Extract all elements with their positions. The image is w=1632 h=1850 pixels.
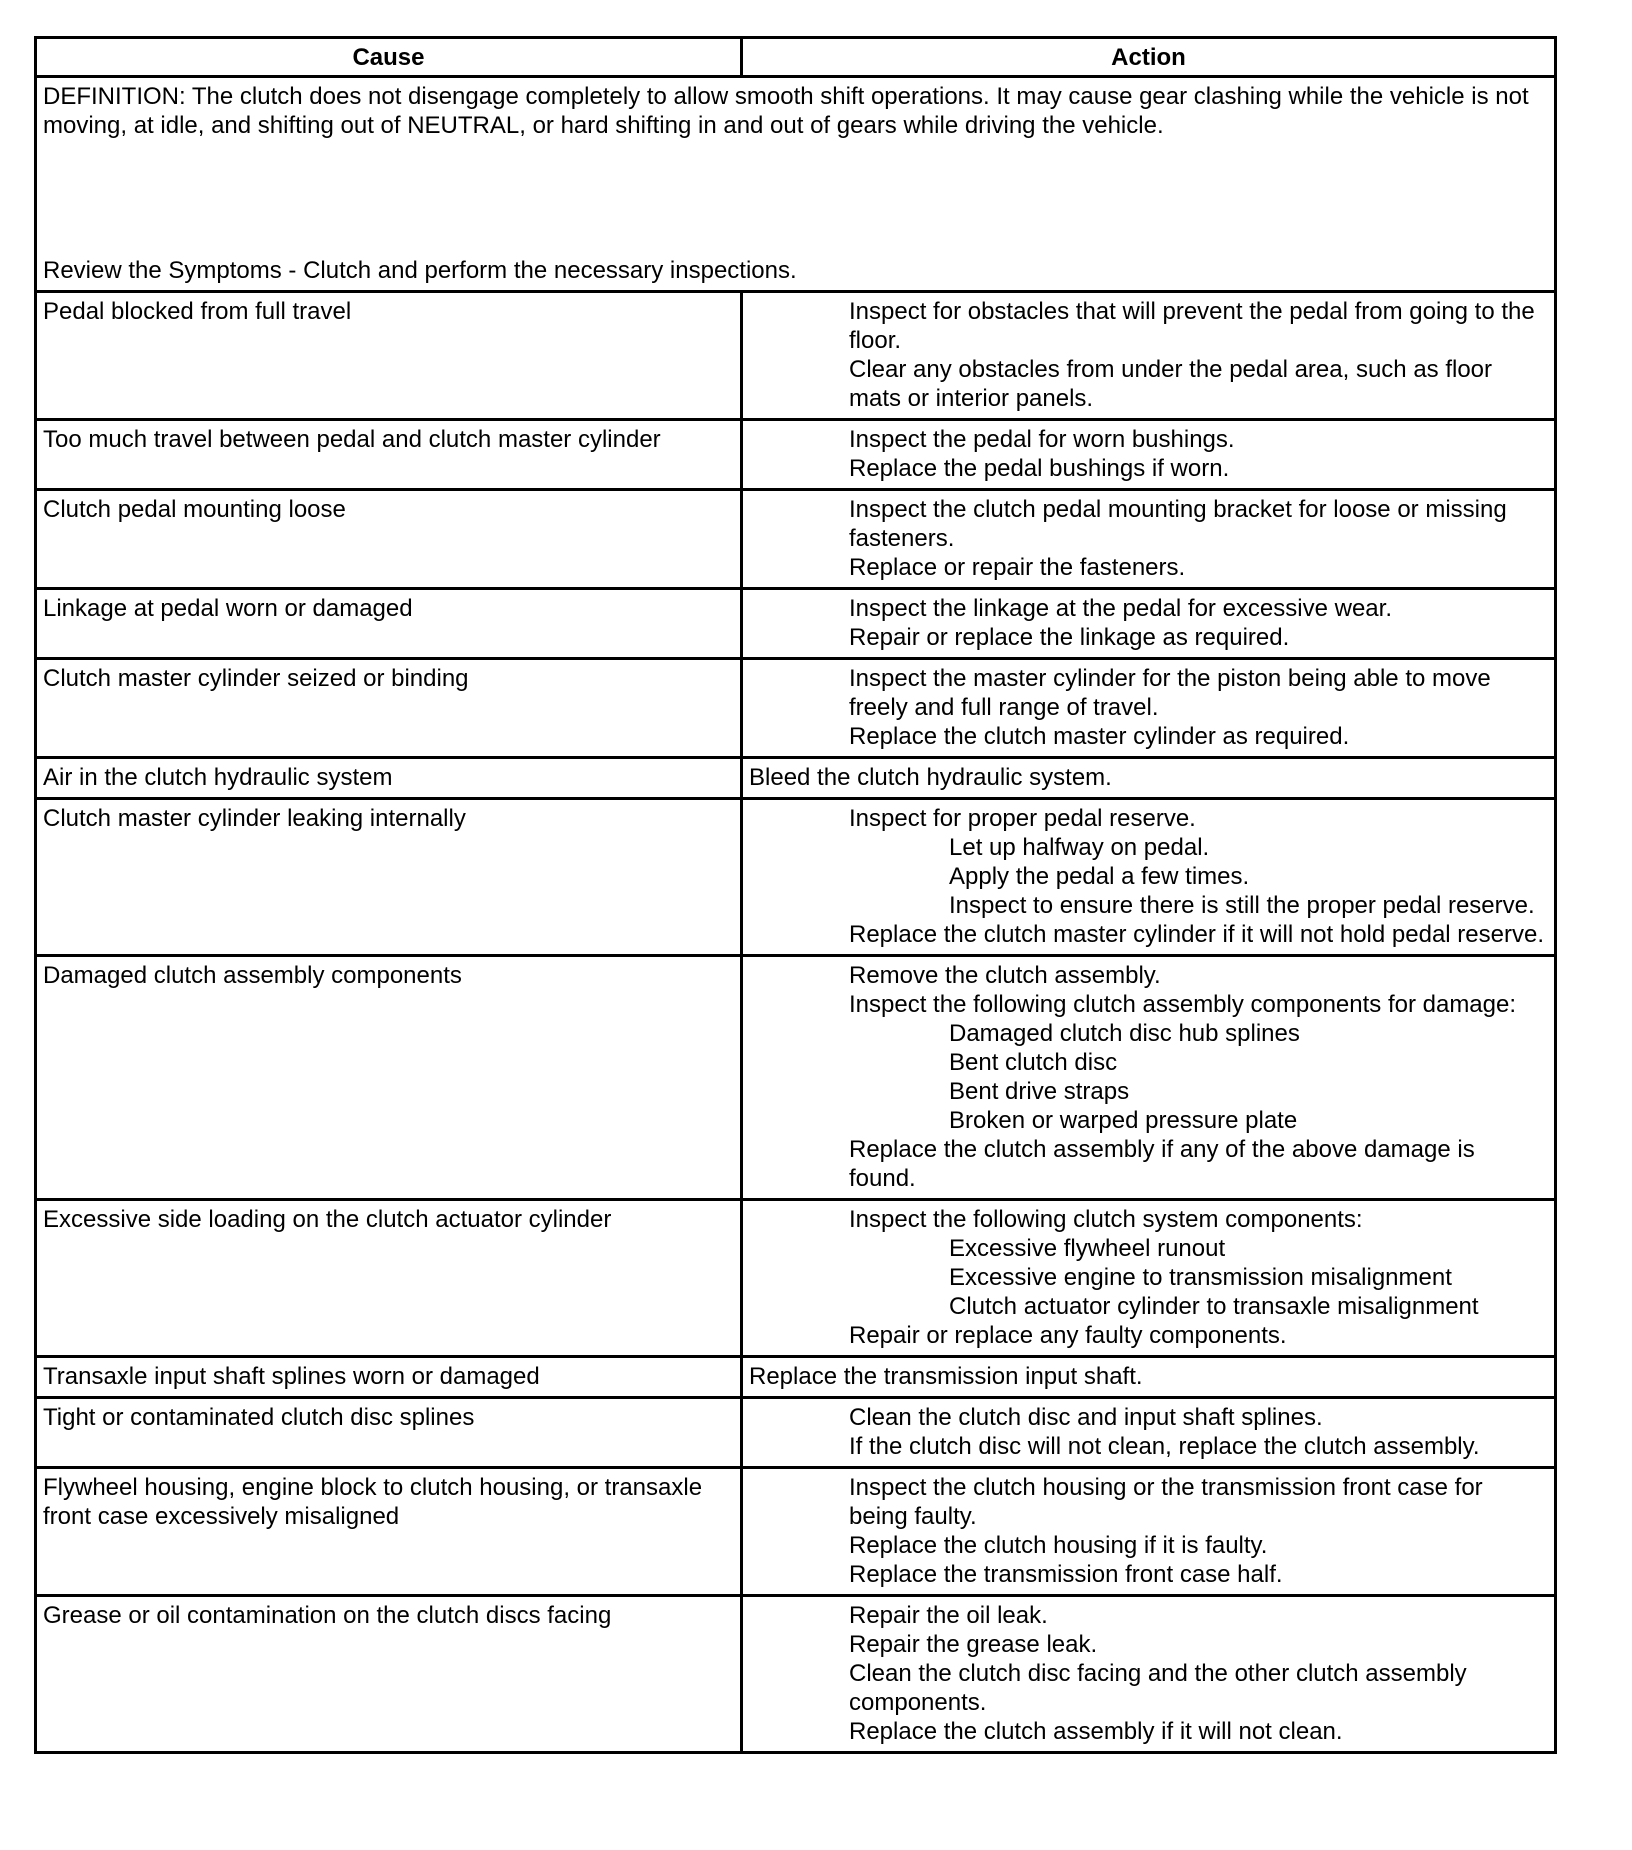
action-step: Inspect for obstacles that will prevent the pedal from going to the floor. [849,298,1535,354]
cause-cell: Pedal blocked from full travel [36,292,742,420]
action-step: Inspect the clutch pedal mounting bracket for loose or missing fasteners. [849,496,1507,552]
action-step: Replace the transmission input shaft. [749,1363,1143,1390]
action-step: Remove the clutch assembly. [849,962,1161,989]
action-substep: Apply the pedal a few times. [949,863,1250,890]
table-row [36,758,1556,799]
cause-cell: Tight or contaminated clutch disc splines [36,1398,742,1468]
cause-cell: Clutch master cylinder seized or binding [36,659,742,758]
action-cell [742,758,1556,799]
action-cell [742,956,1556,1200]
action-step: Clear any obstacles from under the pedal area, such as floor mats or interior panels. [849,356,1493,412]
action-substep: Bent clutch disc [949,1049,1118,1076]
action-step: Repair the grease leak. [849,1631,1098,1658]
definition-text: DEFINITION: The clutch does not disengage completely to allow smooth shift operations. It may cause gear clashing while the vehicle is not moving, at idle, and shifting out of NEUTRAL, or hard shifting in and out of gears while driving the vehicle. [43,83,1529,139]
cause-cell: Grease or oil contamination on the clutch discs facing [36,1596,742,1753]
action-cell [742,1200,1556,1357]
action-step: Repair the oil leak. [849,1602,1048,1629]
table-row [36,1357,1556,1398]
action-cell [742,490,1556,589]
action-substep: Let up halfway on pedal. [949,834,1210,861]
action-substep: Broken or warped pressure plate [949,1107,1298,1134]
action-step: Replace the clutch master cylinder if it will not hold pedal reserve. [849,921,1544,948]
cause-cell: Air in the clutch hydraulic system [36,758,742,799]
table-row [36,589,1556,659]
definition-spacer [43,140,1548,256]
action-cell [742,1357,1556,1398]
action-cell [742,292,1556,420]
action-step: Inspect the master cylinder for the piston being able to move freely and full range of travel. [849,665,1491,721]
action-step: Inspect for proper pedal reserve. [849,805,1196,832]
action-cell [742,589,1556,659]
action-step: Replace the clutch assembly if it will not clean. [849,1718,1343,1745]
table-row [36,1398,1556,1468]
cause-cell: Excessive side loading on the clutch actuator cylinder [36,1200,742,1357]
definition-row [36,77,1556,292]
action-step: Repair or replace any faulty components. [849,1322,1287,1349]
action-substep: Inspect to ensure there is still the proper pedal reserve. [949,892,1535,919]
table-row [36,292,1556,420]
action-step: Inspect the following clutch assembly components for damage: [849,991,1517,1018]
cause-cell: Damaged clutch assembly components [36,956,742,1200]
action-column-header: Action [742,38,1556,77]
action-step: Replace the transmission front case half. [849,1561,1283,1588]
diagnostic-table [34,36,1557,1754]
cause-cell: Too much travel between pedal and clutch master cylinder [36,420,742,490]
cause-cell: Transaxle input shaft splines worn or damaged [36,1357,742,1398]
cause-cell: Linkage at pedal worn or damaged [36,589,742,659]
action-step: Repair or replace the linkage as required. [849,624,1290,651]
action-step: Replace the pedal bushings if worn. [849,455,1230,482]
action-cell [742,1468,1556,1596]
diagnostic-document [34,36,1554,1754]
action-substep: Damaged clutch disc hub splines [949,1020,1300,1047]
action-cell [742,1398,1556,1468]
action-step: Inspect the following clutch system components: [849,1206,1363,1233]
action-substep: Excessive engine to transmission misalignment [949,1264,1452,1291]
cause-cell: Flywheel housing, engine block to clutch housing, or transaxle front case excessively misaligned [36,1468,742,1596]
action-step: Clean the clutch disc and input shaft splines. [849,1404,1323,1431]
cause-column-header: Cause [36,38,742,77]
review-symptoms-text: Review the Symptoms - Clutch and perform the necessary inspections. [43,257,797,284]
action-cell [742,799,1556,956]
action-step: Inspect the linkage at the pedal for excessive wear. [849,595,1392,622]
table-header-row [36,38,1556,77]
table-row [36,420,1556,490]
definition-cell [36,77,1556,292]
action-step: Bleed the clutch hydraulic system. [749,764,1112,791]
table-row [36,1468,1556,1596]
table-row [36,956,1556,1200]
table-body [36,77,1556,1753]
action-step: Clean the clutch disc facing and the other clutch assembly components. [849,1660,1467,1716]
action-step: If the clutch disc will not clean, replace the clutch assembly. [849,1433,1480,1460]
table-row [36,1200,1556,1357]
action-substep: Clutch actuator cylinder to transaxle misalignment [949,1293,1479,1320]
action-step: Inspect the pedal for worn bushings. [849,426,1235,453]
action-cell [742,1596,1556,1753]
table-row [36,490,1556,589]
action-cell [742,420,1556,490]
table-row [36,799,1556,956]
table-row [36,659,1556,758]
action-step: Replace the clutch assembly if any of the above damage is found. [849,1136,1475,1192]
cause-cell: Clutch master cylinder leaking internally [36,799,742,956]
action-cell [742,659,1556,758]
action-substep: Excessive flywheel runout [949,1235,1226,1262]
table-row [36,1596,1556,1753]
action-step: Inspect the clutch housing or the transmission front case for being faulty. [849,1474,1483,1530]
action-substep: Bent drive straps [949,1078,1130,1105]
cause-cell: Clutch pedal mounting loose [36,490,742,589]
action-step: Replace or repair the fasteners. [849,554,1186,581]
action-step: Replace the clutch master cylinder as required. [849,723,1350,750]
action-step: Replace the clutch housing if it is faulty. [849,1532,1268,1559]
